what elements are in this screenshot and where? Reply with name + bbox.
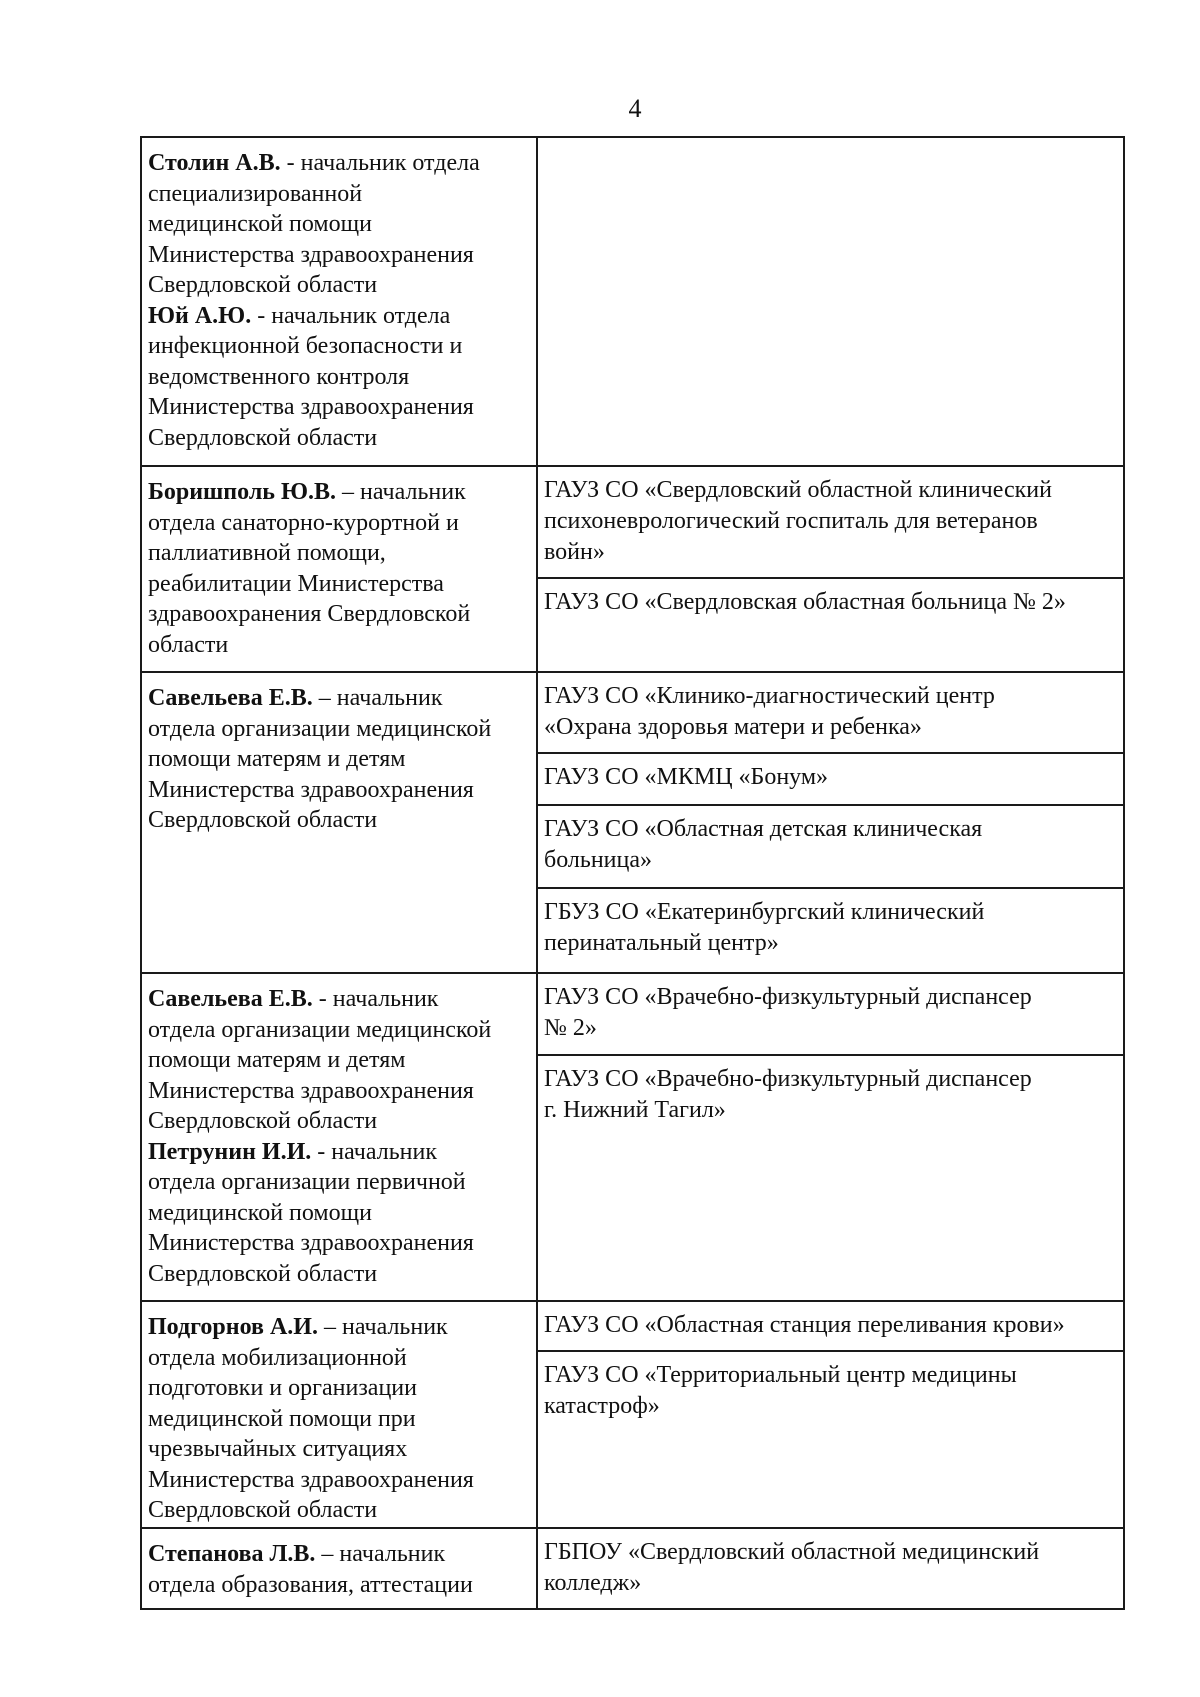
official-role: отдела образования, аттестации [148, 1571, 473, 1598]
institution-text: психоневрологический госпиталь для ветеранов [544, 508, 1038, 534]
official-role: Свердловской области [148, 424, 378, 451]
institution-item [538, 1529, 1123, 1608]
institution-text: ГАУЗ СО «Клинико-диагностический центр [544, 683, 995, 709]
official-role: Министерства здравоохранения [148, 1466, 474, 1493]
institution-text: катастроф» [544, 1393, 660, 1419]
institution-text: ГАУЗ СО «Областная станция переливания крови» [544, 1312, 1065, 1338]
institution-item [538, 673, 1123, 754]
official-role: Свердловской области [148, 1497, 378, 1523]
institution-text: ГБПОУ «Свердловский областной медицинский [544, 1539, 1040, 1565]
institution-item [538, 974, 1123, 1056]
institution-text: колледж» [544, 1570, 642, 1596]
institution-item [538, 1352, 1123, 1527]
official-name: Савельева Е.В. [148, 986, 313, 1012]
institution-text: ГБУЗ СО «Екатеринбургский клинический [544, 899, 985, 925]
institutions-cell [538, 138, 1123, 465]
institution-text: № 2» [544, 1015, 597, 1041]
official-role: области [148, 631, 229, 658]
institution-text: ГАУЗ СО «Свердловский областной клинический [544, 477, 1052, 503]
official-role: помощи матерям и детям [148, 1047, 406, 1073]
table-row [142, 671, 1123, 972]
official-role: Министерства здравоохранения [148, 241, 474, 268]
institution-item [538, 1302, 1123, 1352]
official-role: подготовки и организации [148, 1375, 417, 1401]
official-role: отдела организации медицинской [148, 715, 492, 742]
institution-text: больница» [544, 847, 652, 873]
institution-text: ГАУЗ СО «Врачебно-физкультурный диспансер [544, 984, 1032, 1010]
official-role: отдела организации медицинской [148, 1016, 492, 1043]
institution-item [538, 806, 1123, 889]
official-role: реабилитации Министерства [148, 570, 444, 597]
official-role: Министерства здравоохранения [148, 1077, 474, 1104]
assignment-table [140, 136, 1125, 1610]
official-role: Министерства здравоохранения [148, 776, 474, 803]
official-role: специализированной [148, 180, 363, 207]
institution-item [538, 889, 1123, 972]
institution-item [538, 467, 1123, 579]
official-role: Министерства здравоохранения [148, 1230, 474, 1256]
official-role: ведомственного контроля [148, 363, 410, 390]
institutions-cell [538, 974, 1123, 1300]
official-role: – начальник [317, 1314, 448, 1340]
official-role: медицинской помощи [148, 1199, 372, 1226]
official-role: паллиативной помощи, [148, 540, 386, 566]
official-role: помощи матерям и детям [148, 746, 406, 772]
official-role: отдела организации первичной [148, 1169, 466, 1195]
institution-text: ГАУЗ СО «Врачебно-физкультурный диспансер [544, 1066, 1032, 1092]
table-row [142, 972, 1123, 1300]
official-role: – начальник [336, 479, 466, 505]
institution-item [538, 754, 1123, 806]
official-role: отдела мобилизационной [148, 1344, 407, 1371]
official-role: Свердловской области [148, 1108, 378, 1134]
official-name: Петрунин И.И. [148, 1138, 312, 1165]
official-role: медицинской помощи при [148, 1405, 416, 1432]
officials-cell [142, 138, 538, 465]
institutions-cell [538, 673, 1123, 972]
official-name: Столин А.В. [148, 150, 281, 176]
official-name: Подгорнов А.И. [148, 1314, 318, 1340]
institutions-cell [538, 1529, 1123, 1608]
table-row [142, 465, 1123, 671]
official-role: - начальник отдела [251, 302, 451, 329]
official-role: медицинской помощи [148, 211, 372, 237]
institution-text: «Охрана здоровья матери и ребенка» [544, 714, 922, 740]
official-role: Свердловской области [148, 272, 378, 298]
official-name: Боришполь Ю.В. [148, 479, 337, 505]
official-role: - начальник [311, 1138, 437, 1165]
official-name: Савельева Е.В. [148, 685, 313, 711]
table-row [142, 1300, 1123, 1527]
institution-text: перинатальный центр» [544, 930, 779, 956]
institutions-cell [538, 467, 1123, 671]
official-role: - начальник отдела [280, 150, 480, 176]
official-role: – начальник [315, 1541, 446, 1567]
official-name: Юй А.Ю. [148, 302, 252, 329]
institution-text: ГАУЗ СО «МКМЦ «Бонум» [544, 764, 829, 790]
officials-cell [142, 1529, 538, 1608]
official-role: чрезвычайных ситуациях [148, 1436, 408, 1462]
official-name: Степанова Л.В. [148, 1541, 316, 1567]
institution-item [538, 579, 1123, 671]
officials-cell [142, 467, 538, 671]
table-row [142, 1527, 1123, 1608]
institution-text: г. Нижний Тагил» [544, 1097, 726, 1123]
officials-cell [142, 673, 538, 972]
official-role: Министерства здравоохранения [148, 394, 474, 420]
official-role: здравоохранения Свердловской [148, 601, 471, 627]
officials-cell [142, 1302, 538, 1527]
institution-text: войн» [544, 539, 605, 565]
institution-text: ГАУЗ СО «Территориальный центр медицины [544, 1362, 1017, 1388]
institution-text: ГАУЗ СО «Свердловская областная больница № 2» [544, 589, 1066, 615]
official-role: Свердловской области [148, 807, 378, 833]
institution-text: ГАУЗ СО «Областная детская клиническая [544, 816, 983, 842]
official-role: отдела санаторно-курортной и [148, 509, 459, 536]
table-row [142, 138, 1123, 465]
institution-item [538, 1056, 1123, 1300]
official-role: инфекционной безопасности и [148, 333, 463, 359]
official-role: - начальник [312, 986, 439, 1012]
official-role: Свердловской области [148, 1260, 378, 1287]
officials-cell [142, 974, 538, 1300]
page-number: 4 [628, 94, 642, 123]
institutions-cell [538, 1302, 1123, 1527]
official-role: – начальник [312, 685, 443, 711]
